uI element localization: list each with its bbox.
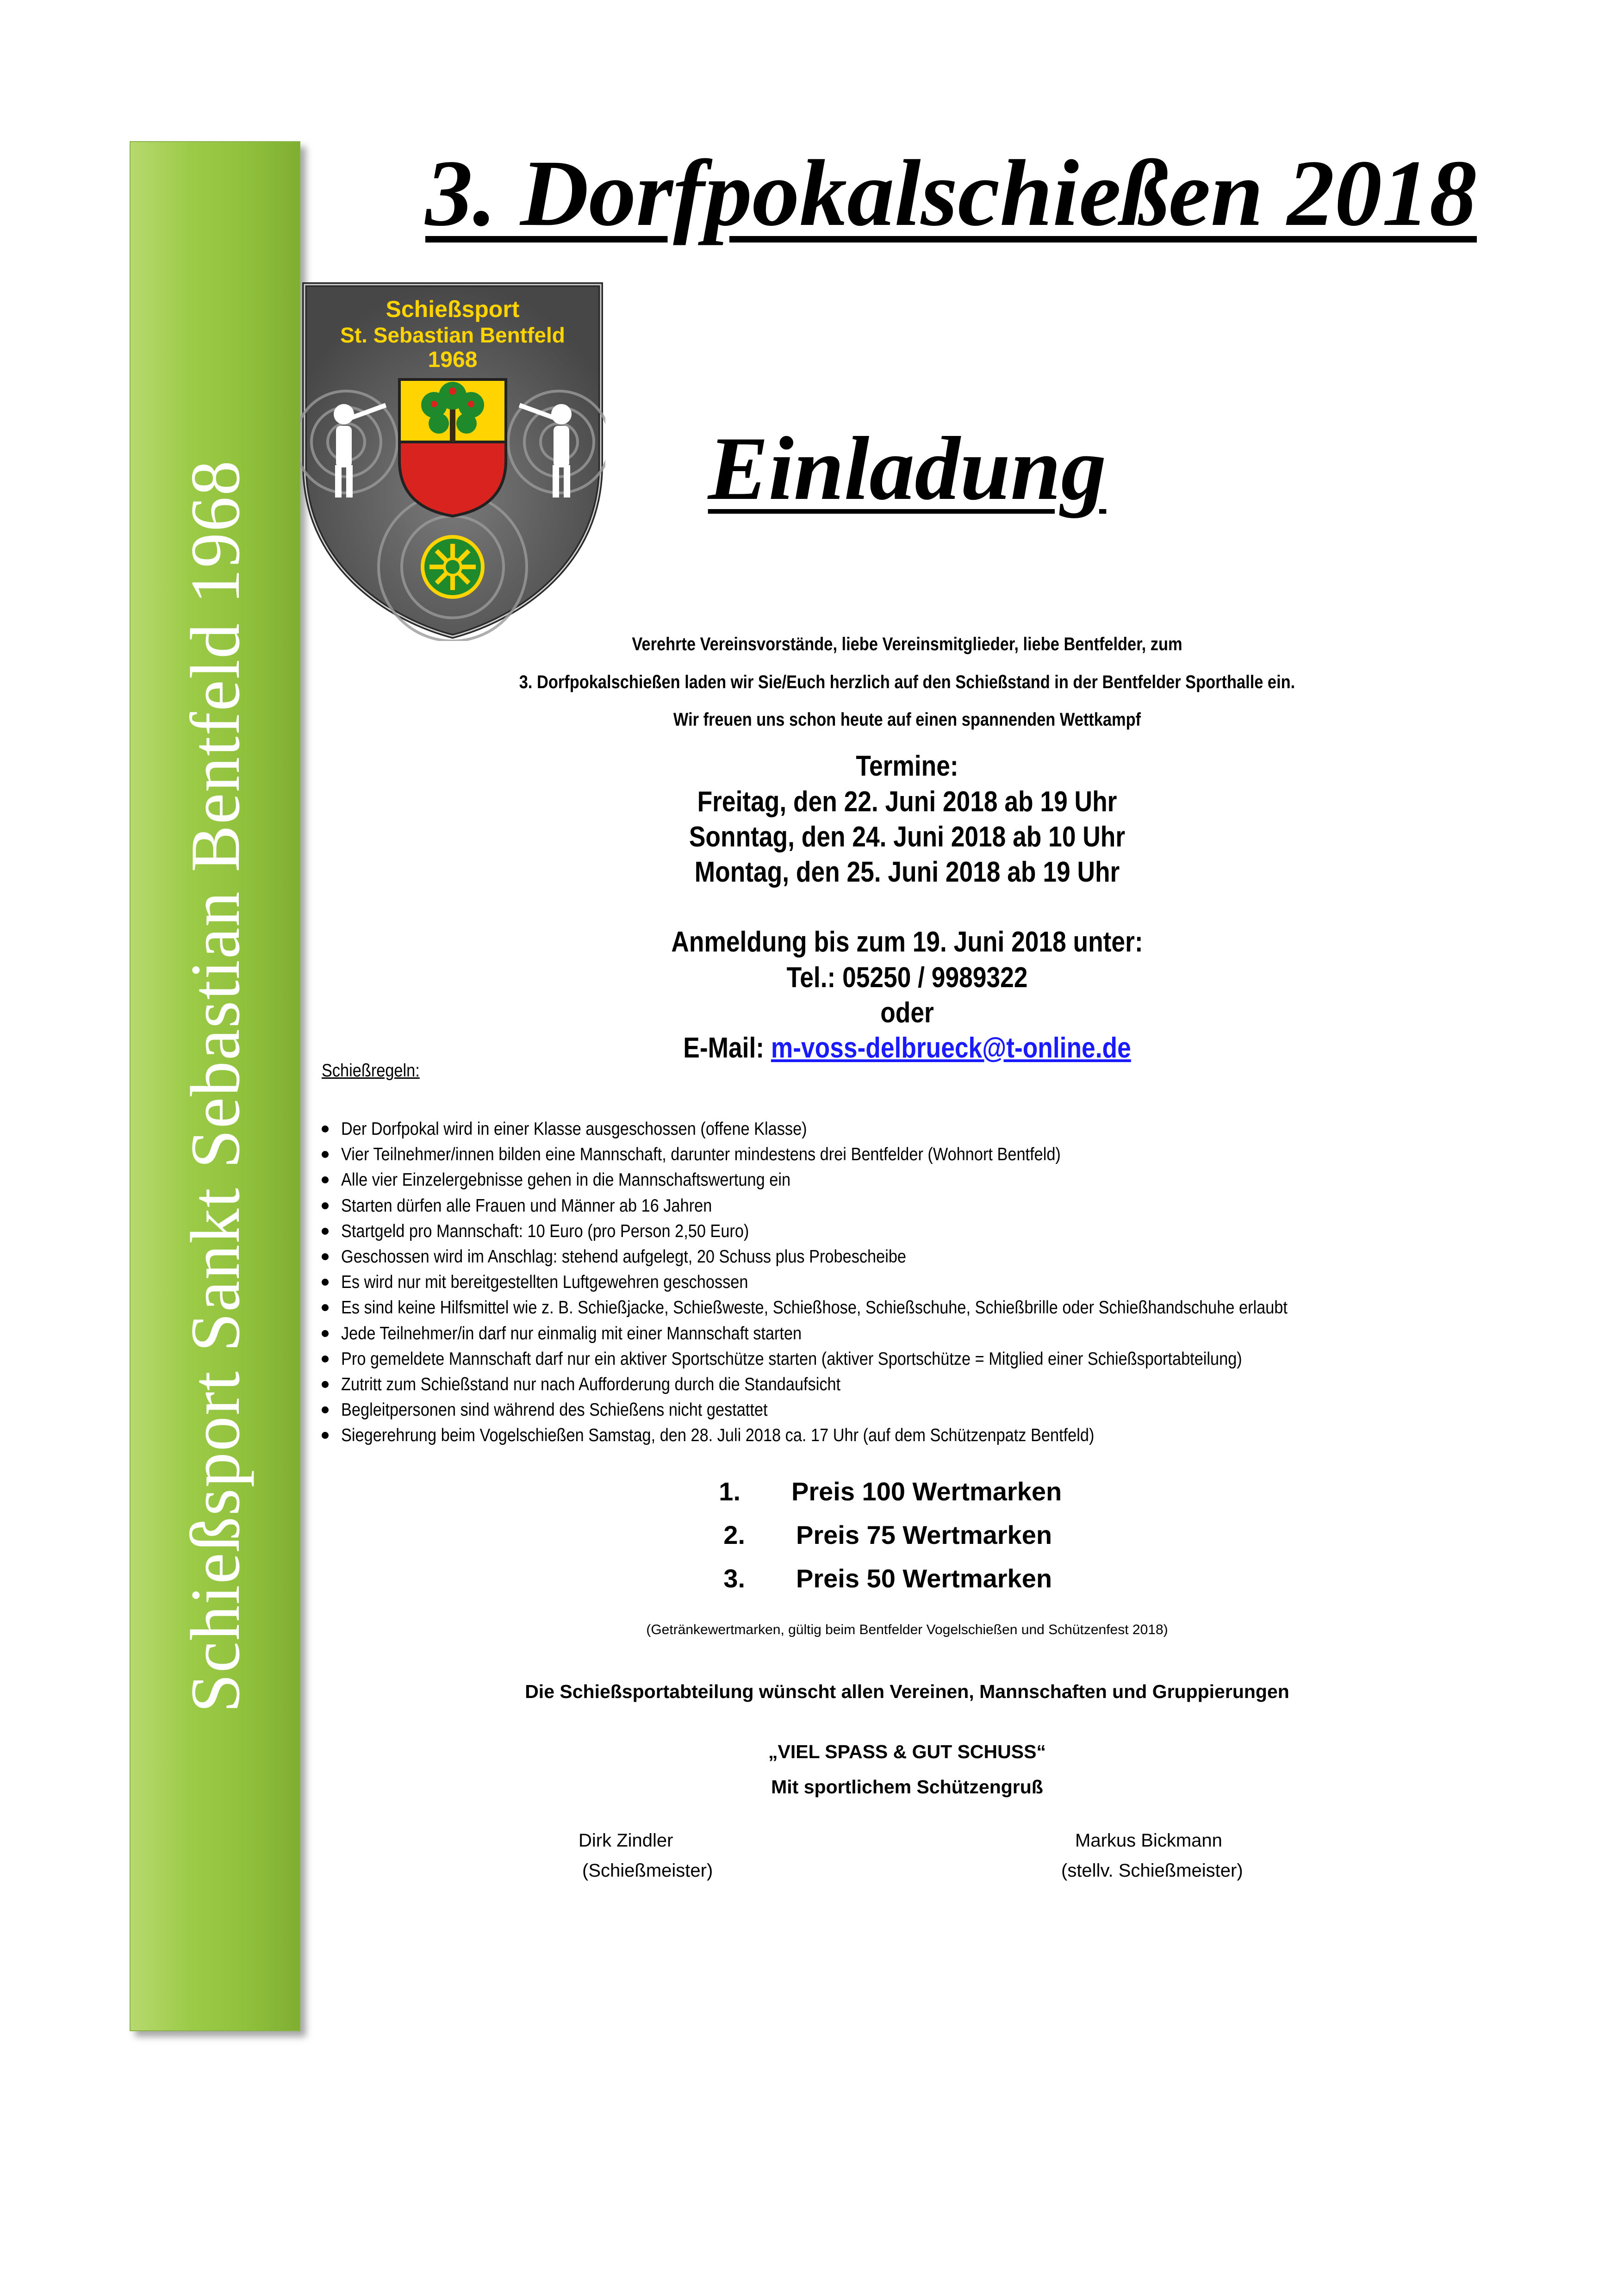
bullet-icon <box>322 1176 329 1183</box>
logo-line-3: 1968 <box>428 348 478 372</box>
signature-name-1: Dirk Zindler <box>579 1830 673 1851</box>
signature-role-1: (Schießmeister) <box>582 1860 713 1881</box>
registration-or: oder <box>880 997 934 1029</box>
email-link[interactable]: m-voss-delbrueck@t-online.de <box>771 1032 1131 1064</box>
list-item <box>322 1116 1479 1142</box>
list-item <box>322 1244 1479 1269</box>
list-item <box>322 1142 1479 1167</box>
page-title: 3. Dorfpokalschießen 2018 <box>425 141 1477 246</box>
rule-text: Siegerehrung beim Vogelschießen Samstag, den 28. Juli 2018 ca. 17 Uhr (auf dem Schützenpatz Bentfeld) <box>341 1425 1095 1446</box>
prize-text: Preis 100 Wertmarken <box>791 1477 1062 1506</box>
rules-heading: Schießregeln: <box>322 1061 420 1081</box>
closing-greeting: Mit sportlichem Schützengruß <box>771 1776 1043 1797</box>
termine-date-2: Sonntag, den 24. Juni 2018 ab 10 Uhr <box>689 821 1126 853</box>
bullet-icon <box>322 1253 329 1260</box>
side-banner-text: Schießsport Sankt Sebastian Bentfeld 1968 <box>176 460 254 1713</box>
prize-number: 2. <box>723 1520 745 1549</box>
closing-wish: Die Schießsportabteilung wünscht allen Vereinen, Mannschaften und Gruppierungen <box>525 1681 1289 1702</box>
bullet-icon <box>322 1228 329 1235</box>
registration-email-line <box>429 1032 1385 1064</box>
email-label: E-Mail: <box>683 1032 771 1064</box>
termine-heading: Termine: <box>856 750 958 782</box>
rule-text: Es sind keine Hilfsmittel wie z. B. Schießjacke, Schießweste, Schießhose, Schießschuhe, Schießbrille oder Schießhandschuhe erlaubt <box>341 1298 1288 1318</box>
rule-text: Geschossen wird im Anschlag: stehend aufgelegt, 20 Schuss plus Probescheibe <box>341 1246 906 1267</box>
rule-text: Pro gemeldete Mannschaft darf nur ein aktiver Sportschütze starten (aktiver Sportschütze = Mitglied einer Schießsportabteilung) <box>341 1349 1242 1369</box>
rule-text: Begleitpersonen sind während des Schießens nicht gestattet <box>341 1400 768 1420</box>
bullet-icon <box>322 1279 329 1286</box>
bullet-icon <box>322 1356 329 1362</box>
coat-of-arms-icon <box>399 379 506 516</box>
sport-emblem-icon <box>423 537 483 597</box>
rule-text: Starten dürfen alle Frauen und Männer ab 16 Jahren <box>341 1195 712 1216</box>
prize-text: Preis 75 Wertmarken <box>796 1520 1052 1549</box>
signature-role-2: (stellv. Schießmeister) <box>1061 1860 1243 1881</box>
intro-line-3: Wir freuen uns schon heute auf einen spannenden Wettkampf <box>673 709 1141 730</box>
list-item <box>322 1397 1479 1423</box>
list-item <box>322 1372 1479 1397</box>
bullet-icon <box>322 1381 329 1388</box>
prize-number: 1. <box>719 1477 740 1506</box>
rules-list <box>322 1116 1479 1448</box>
list-item <box>322 1423 1479 1448</box>
rule-text: Alle vier Einzelergebnisse gehen in die Mannschaftswertung ein <box>341 1170 791 1190</box>
registration-heading: Anmeldung bis zum 19. Juni 2018 unter: <box>671 926 1143 958</box>
rule-text: Startgeld pro Mannschaft: 10 Euro (pro Person 2,50 Euro) <box>341 1221 749 1241</box>
prize-note: (Getränkewertmarken, gültig beim Bentfelder Vogelschießen und Schützenfest 2018) <box>646 1622 1168 1637</box>
list-item <box>322 1193 1479 1219</box>
termine-date-3: Montag, den 25. Juni 2018 ab 19 Uhr <box>694 856 1120 888</box>
rule-text: Jede Teilnehmer/in darf nur einmalig mit einer Mannschaft starten <box>341 1323 802 1343</box>
list-item <box>322 1321 1479 1346</box>
prize-number: 3. <box>723 1564 745 1593</box>
prize-text: Preis 50 Wertmarken <box>796 1564 1052 1593</box>
logo-line-2: St. Sebastian Bentfeld <box>340 323 565 347</box>
closing-motto: „VIEL SPASS & GUT SCHUSS“ <box>768 1741 1046 1762</box>
bullet-icon <box>322 1432 329 1439</box>
logo-line-1: Schießsport <box>386 296 520 322</box>
signature-name-2: Markus Bickmann <box>1075 1830 1222 1851</box>
list-item <box>322 1295 1479 1320</box>
rule-text: Der Dorfpokal wird in einer Klasse ausgeschossen (offene Klasse) <box>341 1119 807 1139</box>
termine-date-1: Freitag, den 22. Juni 2018 ab 19 Uhr <box>697 786 1117 818</box>
registration-phone: Tel.: 05250 / 9989322 <box>786 962 1028 994</box>
bullet-icon <box>322 1202 329 1209</box>
intro-line-2: 3. Dorfpokalschießen laden wir Sie/Euch herzlich auf den Schießstand in der Bentfelder Sporthalle ein. <box>519 672 1295 692</box>
club-logo <box>300 280 605 641</box>
rule-text: Vier Teilnehmer/innen bilden eine Mannschaft, darunter mindestens drei Bentfelder (Wohnort Bentfeld) <box>341 1144 1061 1165</box>
list-item <box>322 1346 1479 1372</box>
invitation-heading: Einladung <box>708 418 1107 519</box>
list-item <box>322 1219 1479 1244</box>
bullet-icon <box>322 1126 329 1132</box>
rule-text: Es wird nur mit bereitgestellten Luftgewehren geschossen <box>341 1272 748 1293</box>
bullet-icon <box>322 1151 329 1158</box>
side-banner <box>130 141 300 2031</box>
bullet-icon <box>322 1304 329 1311</box>
list-item <box>322 1269 1479 1295</box>
bullet-icon <box>322 1330 329 1337</box>
rule-text: Zutritt zum Schießstand nur nach Aufforderung durch die Standaufsicht <box>341 1374 841 1394</box>
bullet-icon <box>322 1406 329 1413</box>
list-item <box>322 1167 1479 1193</box>
intro-line-1: Verehrte Vereinsvorstände, liebe Vereinsmitglieder, liebe Bentfelder, zum <box>632 634 1182 654</box>
